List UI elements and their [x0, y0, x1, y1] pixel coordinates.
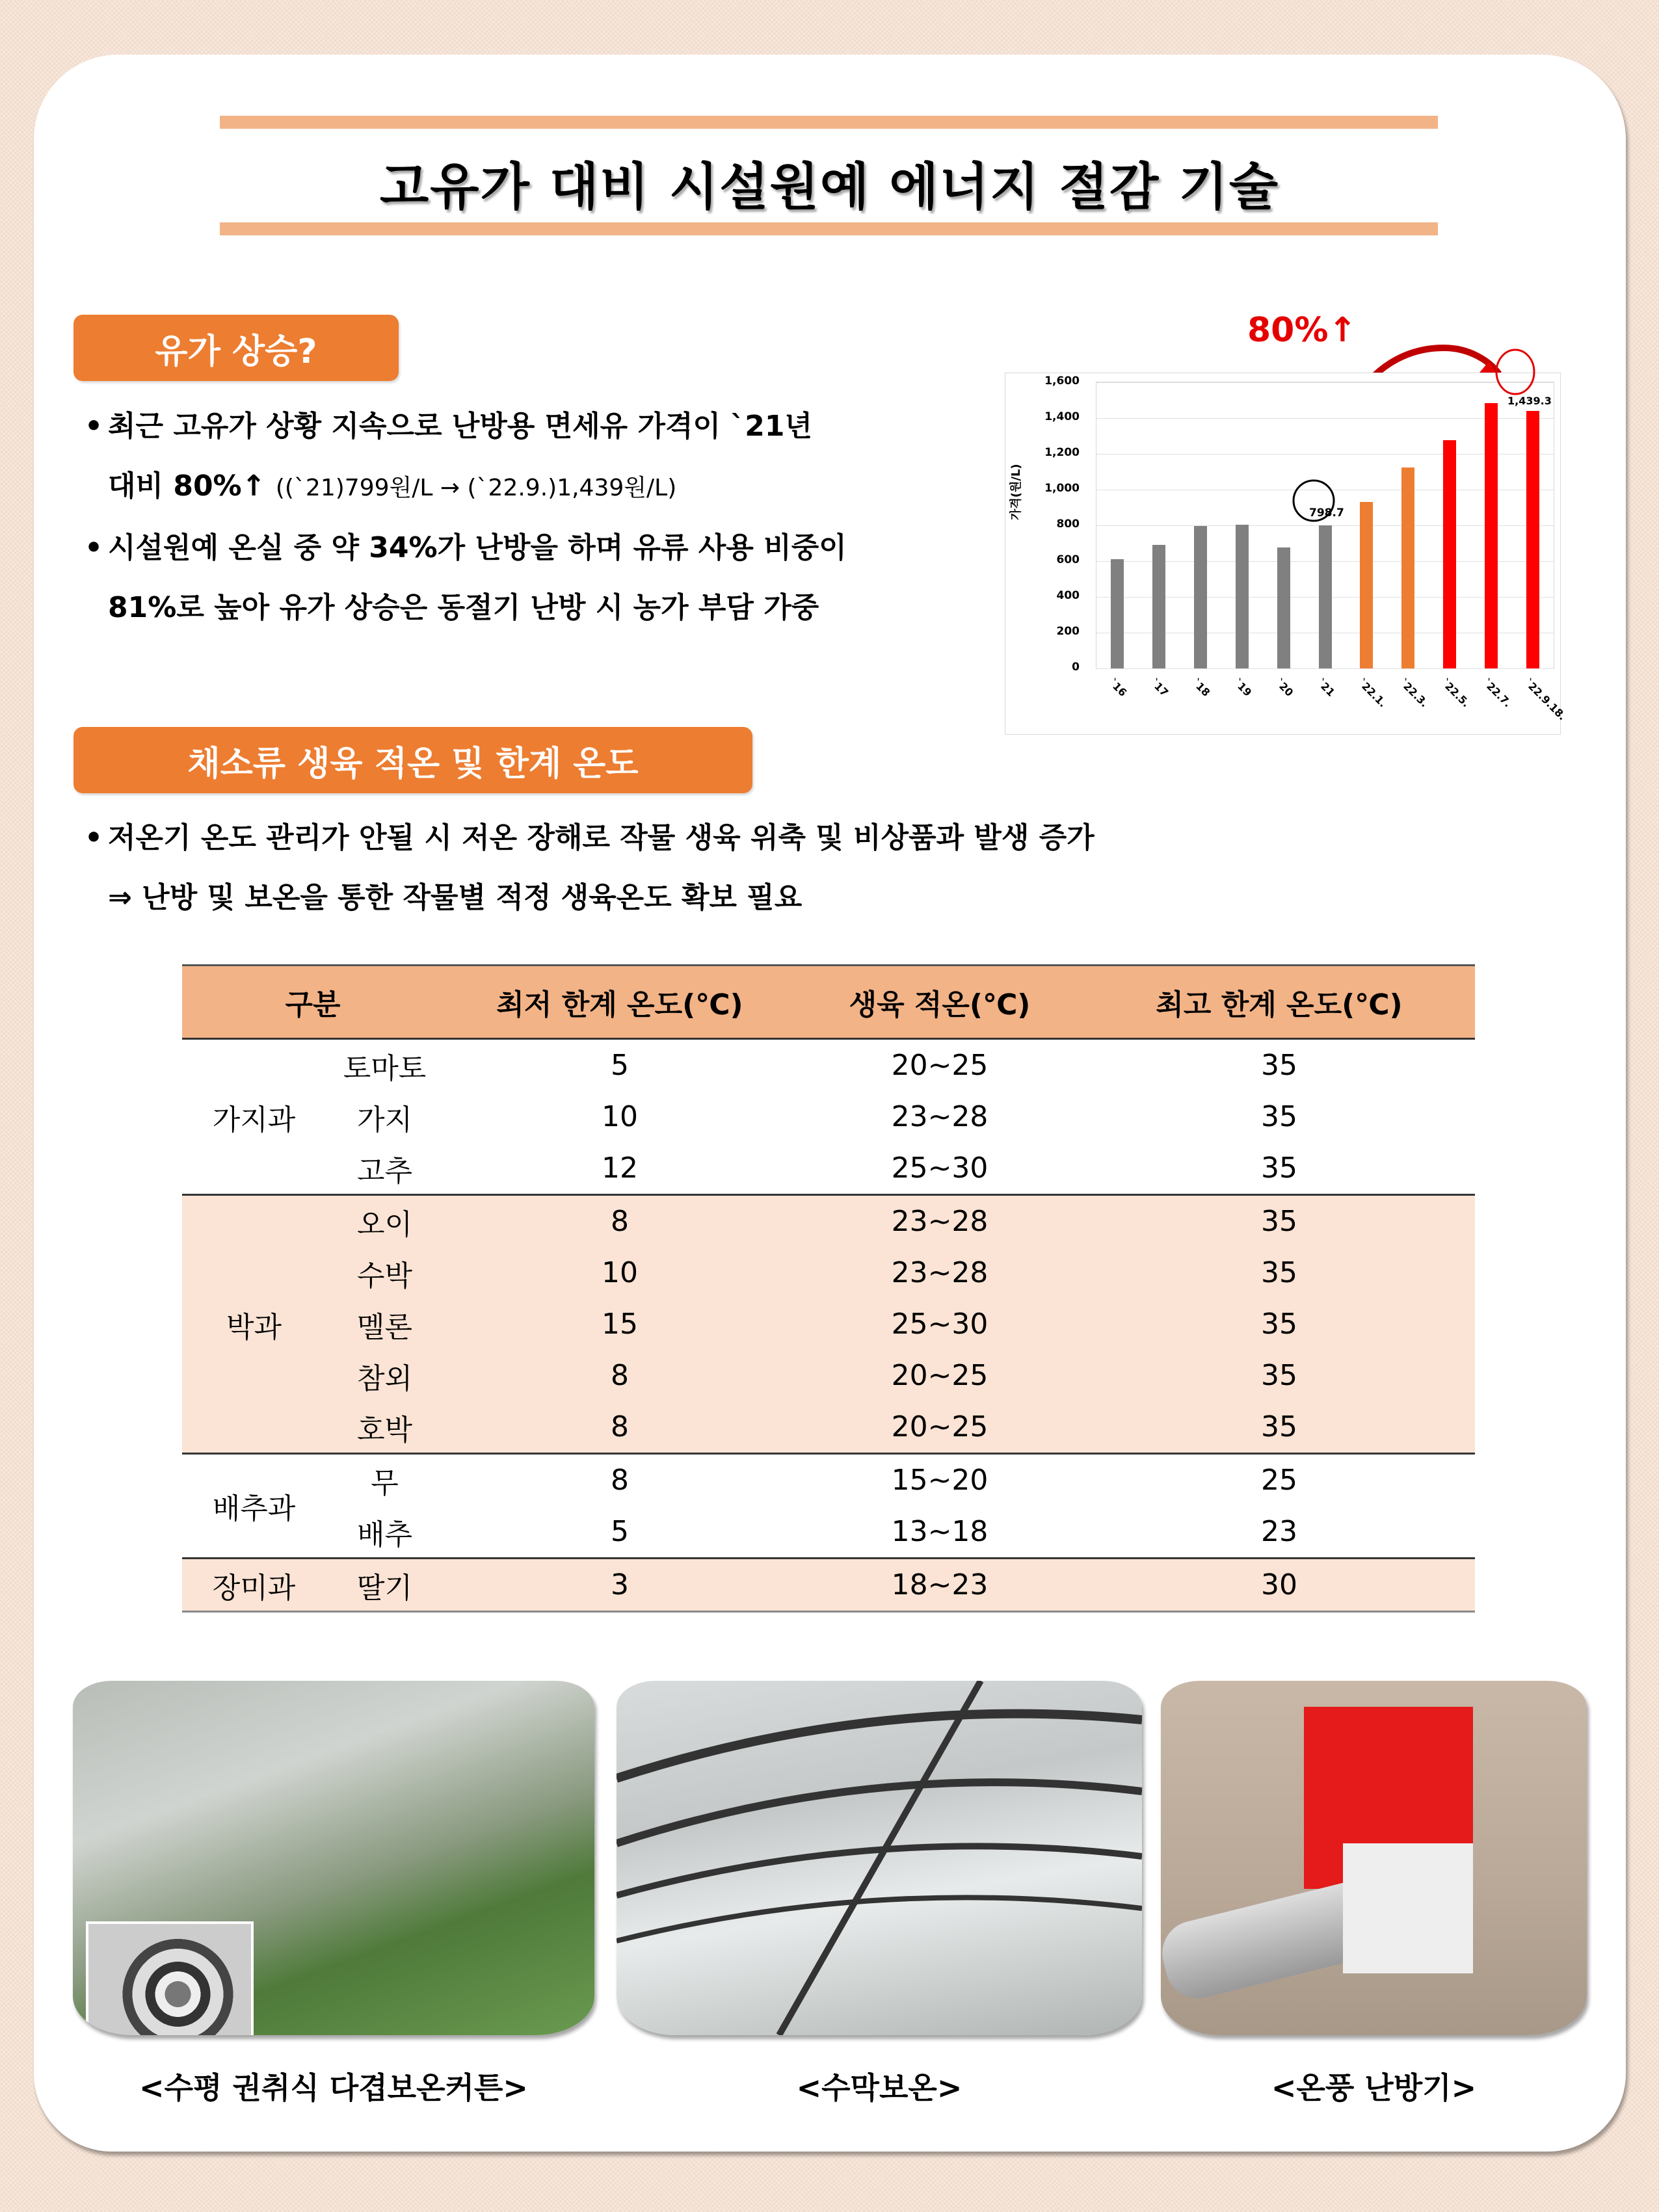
section2-body	[85, 808, 1515, 928]
max-temp-cell: 23	[1261, 1515, 1297, 1548]
table-header	[182, 966, 1475, 1039]
section2-bullet: • 저온기 온도 관리가 안될 시 저온 장해로 작물 생육 위축 및 비상품과 발생 증가	[85, 821, 1095, 854]
crop-cell: 배추	[357, 1518, 413, 1551]
group-cell: 박과	[182, 1195, 326, 1454]
x-tick-label: `16	[1106, 676, 1130, 699]
optimal-temp-cell: 25~30	[796, 1298, 1083, 1350]
min-temp-cell: 3	[444, 1559, 796, 1612]
chart-bar	[1443, 440, 1456, 668]
chart-bar	[1319, 525, 1332, 668]
max-temp-cell: 35	[1083, 1195, 1475, 1248]
header-category: 구분	[182, 966, 444, 1039]
chart-plot-area	[1096, 382, 1554, 669]
table-row	[182, 1247, 1475, 1298]
optimal-temp-cell: 20~25	[796, 1350, 1083, 1401]
highlight-circle-22-9	[1494, 348, 1537, 397]
crop-cell: 멜론	[326, 1298, 444, 1350]
crop-cell: 참외	[326, 1350, 444, 1401]
chart-bar	[1194, 526, 1207, 668]
y-tick-label: 1,200	[1044, 446, 1080, 459]
optimal-temp-cell: 18~23	[796, 1559, 1083, 1612]
max-temp-cell: 35	[1083, 1350, 1475, 1401]
title-bar-bottom	[220, 222, 1438, 235]
crop-cell: 무	[326, 1454, 444, 1507]
optimal-temp-cell: 23~28	[796, 1195, 1083, 1248]
x-tick-label: `20	[1273, 676, 1295, 699]
chart-y-label: 가격(원/L)	[1009, 464, 1023, 520]
gridline	[1096, 382, 1554, 383]
caption-water-curtain: <수막보온>	[796, 2070, 962, 2105]
min-temp-cell: 8	[444, 1401, 796, 1454]
crop-cell: 딸기	[326, 1559, 444, 1612]
header-optimal-temp: 생육 적온(℃)	[796, 966, 1083, 1039]
photo-hot-air-heater	[1161, 1681, 1587, 2035]
min-temp-cell: 8	[444, 1350, 796, 1401]
chart-annotation-80pct: 80%↑	[1247, 311, 1357, 350]
optimal-temp-cell: 13~18	[891, 1515, 989, 1548]
chart-bar	[1111, 559, 1124, 668]
chart-bar	[1277, 547, 1290, 668]
crop-cell: 토마토	[343, 1051, 427, 1085]
table-row	[182, 1559, 1475, 1612]
section1-body	[85, 397, 1008, 638]
title-bar-top	[220, 116, 1438, 129]
chart-bar	[1401, 467, 1414, 668]
y-tick-label: 0	[1072, 661, 1080, 674]
table-row	[182, 1039, 1475, 1092]
max-temp-cell: 35	[1261, 1049, 1297, 1082]
y-tick-label: 1,400	[1044, 410, 1080, 423]
max-temp-cell: 35	[1083, 1298, 1475, 1350]
data-label-22-9: 1,439.3	[1507, 395, 1552, 407]
y-tick-label: 600	[1056, 553, 1080, 566]
x-tick-label: `22.3.	[1397, 676, 1431, 710]
caption-thermal-curtain: <수평 권취식 다겹보온커튼>	[139, 2070, 528, 2105]
crop-cell: 가지	[357, 1103, 413, 1137]
gridline	[1096, 668, 1554, 669]
x-tick-label: `22.7.	[1480, 676, 1514, 710]
chart-bar	[1526, 411, 1539, 668]
x-tick-label: `22.1.	[1355, 676, 1390, 710]
table-row	[182, 1298, 1475, 1350]
table-row	[182, 1506, 1475, 1559]
y-tick-label: 1,000	[1044, 482, 1080, 495]
table-row	[182, 1454, 1475, 1507]
page-title: 고유가 대비 시설원예 에너지 절감 기술	[379, 158, 1280, 217]
temperature-table	[182, 964, 1475, 1613]
x-tick-label: `19	[1231, 676, 1254, 699]
group-cell: 배추과	[182, 1454, 326, 1559]
chart-bar	[1152, 545, 1165, 668]
min-temp-cell: 5	[611, 1515, 629, 1548]
chart-bar	[1236, 525, 1249, 668]
table-row	[182, 1350, 1475, 1401]
x-tick-label: `22.5.	[1439, 676, 1473, 710]
max-temp-cell: 35	[1261, 1152, 1297, 1185]
crop-cell: 오이	[326, 1195, 444, 1248]
min-temp-cell: 8	[444, 1454, 796, 1507]
group-cell: 가지과	[212, 1103, 296, 1137]
table-row	[182, 1401, 1475, 1454]
max-temp-cell: 30	[1083, 1559, 1475, 1612]
optimal-temp-cell: 23~28	[796, 1247, 1083, 1298]
bullet-1-line2: 대비 80%↑ ((`21)799원/L → (`22.9.)1,439원/L)	[108, 469, 677, 503]
inset-curtain-roll	[86, 1921, 254, 2035]
header-max-temp: 최고 한계 온도(℃)	[1083, 966, 1475, 1039]
optimal-temp-cell: 23~28	[891, 1100, 989, 1133]
caption-hot-air-heater: <온풍 난방기>	[1271, 2070, 1477, 2105]
bullet-2-line2: 81%로 높아 유가 상승은 동절기 난방 시 농가 부담 가중	[108, 591, 819, 624]
header-min-temp: 최저 한계 온도(℃)	[444, 966, 796, 1039]
max-temp-cell: 35	[1083, 1401, 1475, 1454]
max-temp-cell: 35	[1261, 1100, 1297, 1133]
max-temp-cell: 35	[1083, 1247, 1475, 1298]
optimal-temp-cell: 20~25	[796, 1401, 1083, 1454]
crop-cell: 수박	[326, 1247, 444, 1298]
x-tick-label: `22.9.18.	[1522, 676, 1569, 723]
optimal-temp-cell: 25~30	[891, 1152, 989, 1185]
x-tick-label: `21	[1314, 676, 1337, 699]
max-temp-cell: 25	[1083, 1454, 1475, 1507]
crop-cell: 고추	[357, 1154, 413, 1188]
table-row	[182, 1142, 1475, 1195]
optimal-temp-cell: 15~20	[796, 1454, 1083, 1507]
y-tick-label: 1,600	[1044, 375, 1080, 388]
photo-thermal-curtain	[73, 1681, 594, 2035]
min-temp-cell: 10	[444, 1247, 796, 1298]
chart-bar	[1360, 502, 1373, 668]
chart-bar	[1485, 403, 1498, 668]
y-tick-label: 200	[1056, 625, 1080, 638]
min-temp-cell: 5	[611, 1049, 629, 1082]
min-temp-cell: 10	[602, 1100, 638, 1133]
crop-cell: 호박	[326, 1401, 444, 1454]
section2-conclusion: ⇒ 난방 및 보온을 통한 작물별 적정 생육온도 확보 필요	[108, 881, 803, 914]
bullet-1: • 최근 고유가 상황 지속으로 난방용 면세유 가격이 `21년	[85, 410, 813, 443]
min-temp-cell: 12	[602, 1152, 638, 1185]
y-tick-label: 400	[1056, 589, 1080, 602]
table-row	[182, 1195, 1475, 1248]
heater-box	[1343, 1843, 1473, 1973]
x-tick-label: `17	[1148, 676, 1171, 699]
min-temp-cell: 15	[444, 1298, 796, 1350]
section-heading-oil-price: 유가 상승?	[73, 315, 399, 381]
group-cell: 장미과	[182, 1559, 326, 1612]
bullet-2: • 시설원예 온실 중 약 34%가 난방을 하며 유류 사용 비중이	[85, 531, 847, 564]
data-label-21: 798.7	[1309, 507, 1344, 520]
table-row	[182, 1091, 1475, 1142]
min-temp-cell: 8	[444, 1195, 796, 1248]
x-tick-label: `18	[1189, 676, 1213, 699]
photo-water-curtain	[617, 1681, 1142, 2035]
optimal-temp-cell: 20~25	[891, 1049, 989, 1082]
section-heading-temperature: 채소류 생육 적온 및 한계 온도	[73, 727, 752, 793]
y-tick-label: 800	[1056, 518, 1080, 531]
